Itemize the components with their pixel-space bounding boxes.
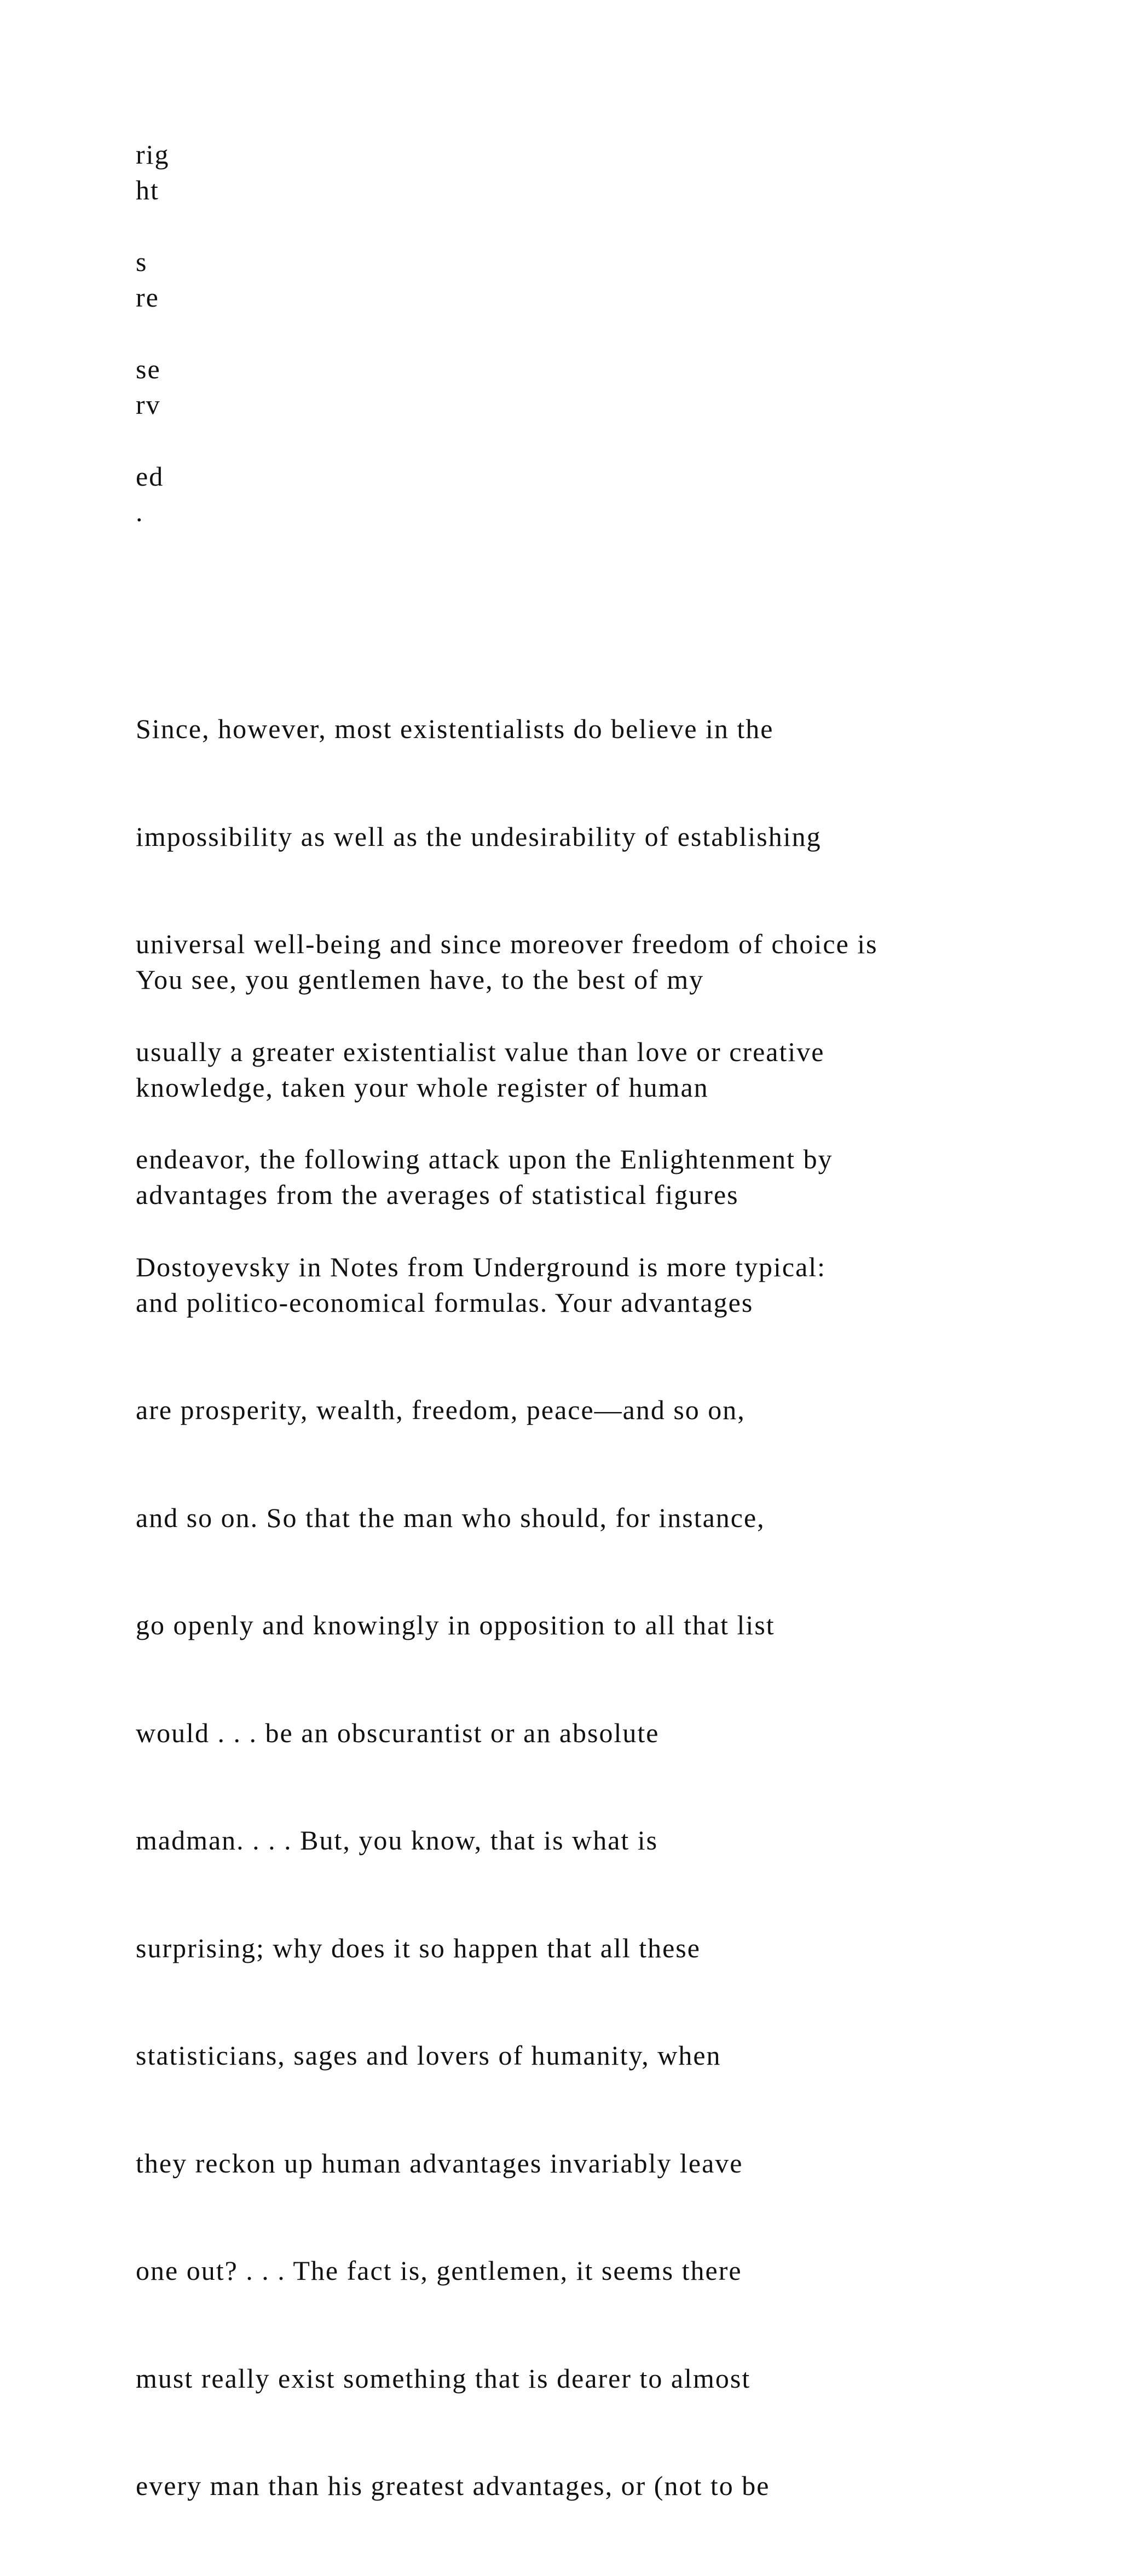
paragraph-line: would . . . be an obscurantist or an absolute — [136, 1717, 660, 1748]
paragraph-line: universal well-being and since moreover freedom of choice is — [136, 929, 878, 959]
fragment-line: re — [136, 282, 159, 313]
fragment-gap — [136, 208, 170, 244]
paragraph-line: they reckon up human advantages invariably leave — [136, 2147, 743, 2179]
fragment-line: se — [136, 354, 161, 384]
paragraph-line: Dostoyevsky in Notes from Underground is more typical: — [136, 1251, 827, 1282]
paragraph-line: and politico-economical formulas. Your advantages — [136, 1287, 754, 1318]
paragraph-line: go openly and knowingly in opposition to all that list — [136, 1610, 775, 1640]
paragraph-line: surprising; why does it so happen that all these — [136, 1932, 701, 1963]
fragment-line: s — [136, 246, 148, 277]
paragraph-line: knowledge, taken your whole register of human — [136, 1071, 709, 1103]
fragment-gap — [136, 315, 170, 351]
paragraph-line: madman. . . . But, you know, that is what is — [136, 1825, 658, 1855]
fragment-line: rig — [136, 139, 170, 170]
paragraph-line: impossibility as well as the undesirability of establishing — [136, 821, 822, 852]
paragraph-line: must really exist something that is dearer to almost — [136, 2362, 751, 2394]
fragment-line: . — [136, 497, 144, 527]
paragraph-line: every man than his greatest advantages, or (not to be — [136, 2470, 770, 2501]
quote-paragraph — [136, 890, 775, 2576]
paragraph-line: and so on. So that the man who should, for instance, — [136, 1502, 765, 1533]
fragment-line: ed — [136, 461, 164, 492]
paragraph-line: statisticians, sages and lovers of humanity, when — [136, 2040, 721, 2071]
paragraph-line: usually a greater existentialist value than love or creative — [136, 1036, 825, 1067]
paragraph-line: advantages from the averages of statistical figures — [136, 1179, 739, 1210]
paragraph-line: are prosperity, wealth, freedom, peace—and so on, — [136, 1394, 746, 1425]
paragraph-line: Since, however, most existentialists do believe in the — [136, 713, 774, 744]
rights-reserved-fragment — [136, 137, 170, 530]
fragment-line: rv — [136, 389, 161, 420]
paragraph-line: one out? . . . The fact is, gentlemen, it seems there — [136, 2255, 742, 2286]
paragraph-line: You see, you gentlemen have, to the best of my — [136, 964, 704, 995]
fragment-gap — [136, 423, 170, 459]
paragraph-line: endeavor, the following attack upon the Enlightenment by — [136, 1144, 833, 1174]
fragment-line: ht — [136, 175, 159, 205]
